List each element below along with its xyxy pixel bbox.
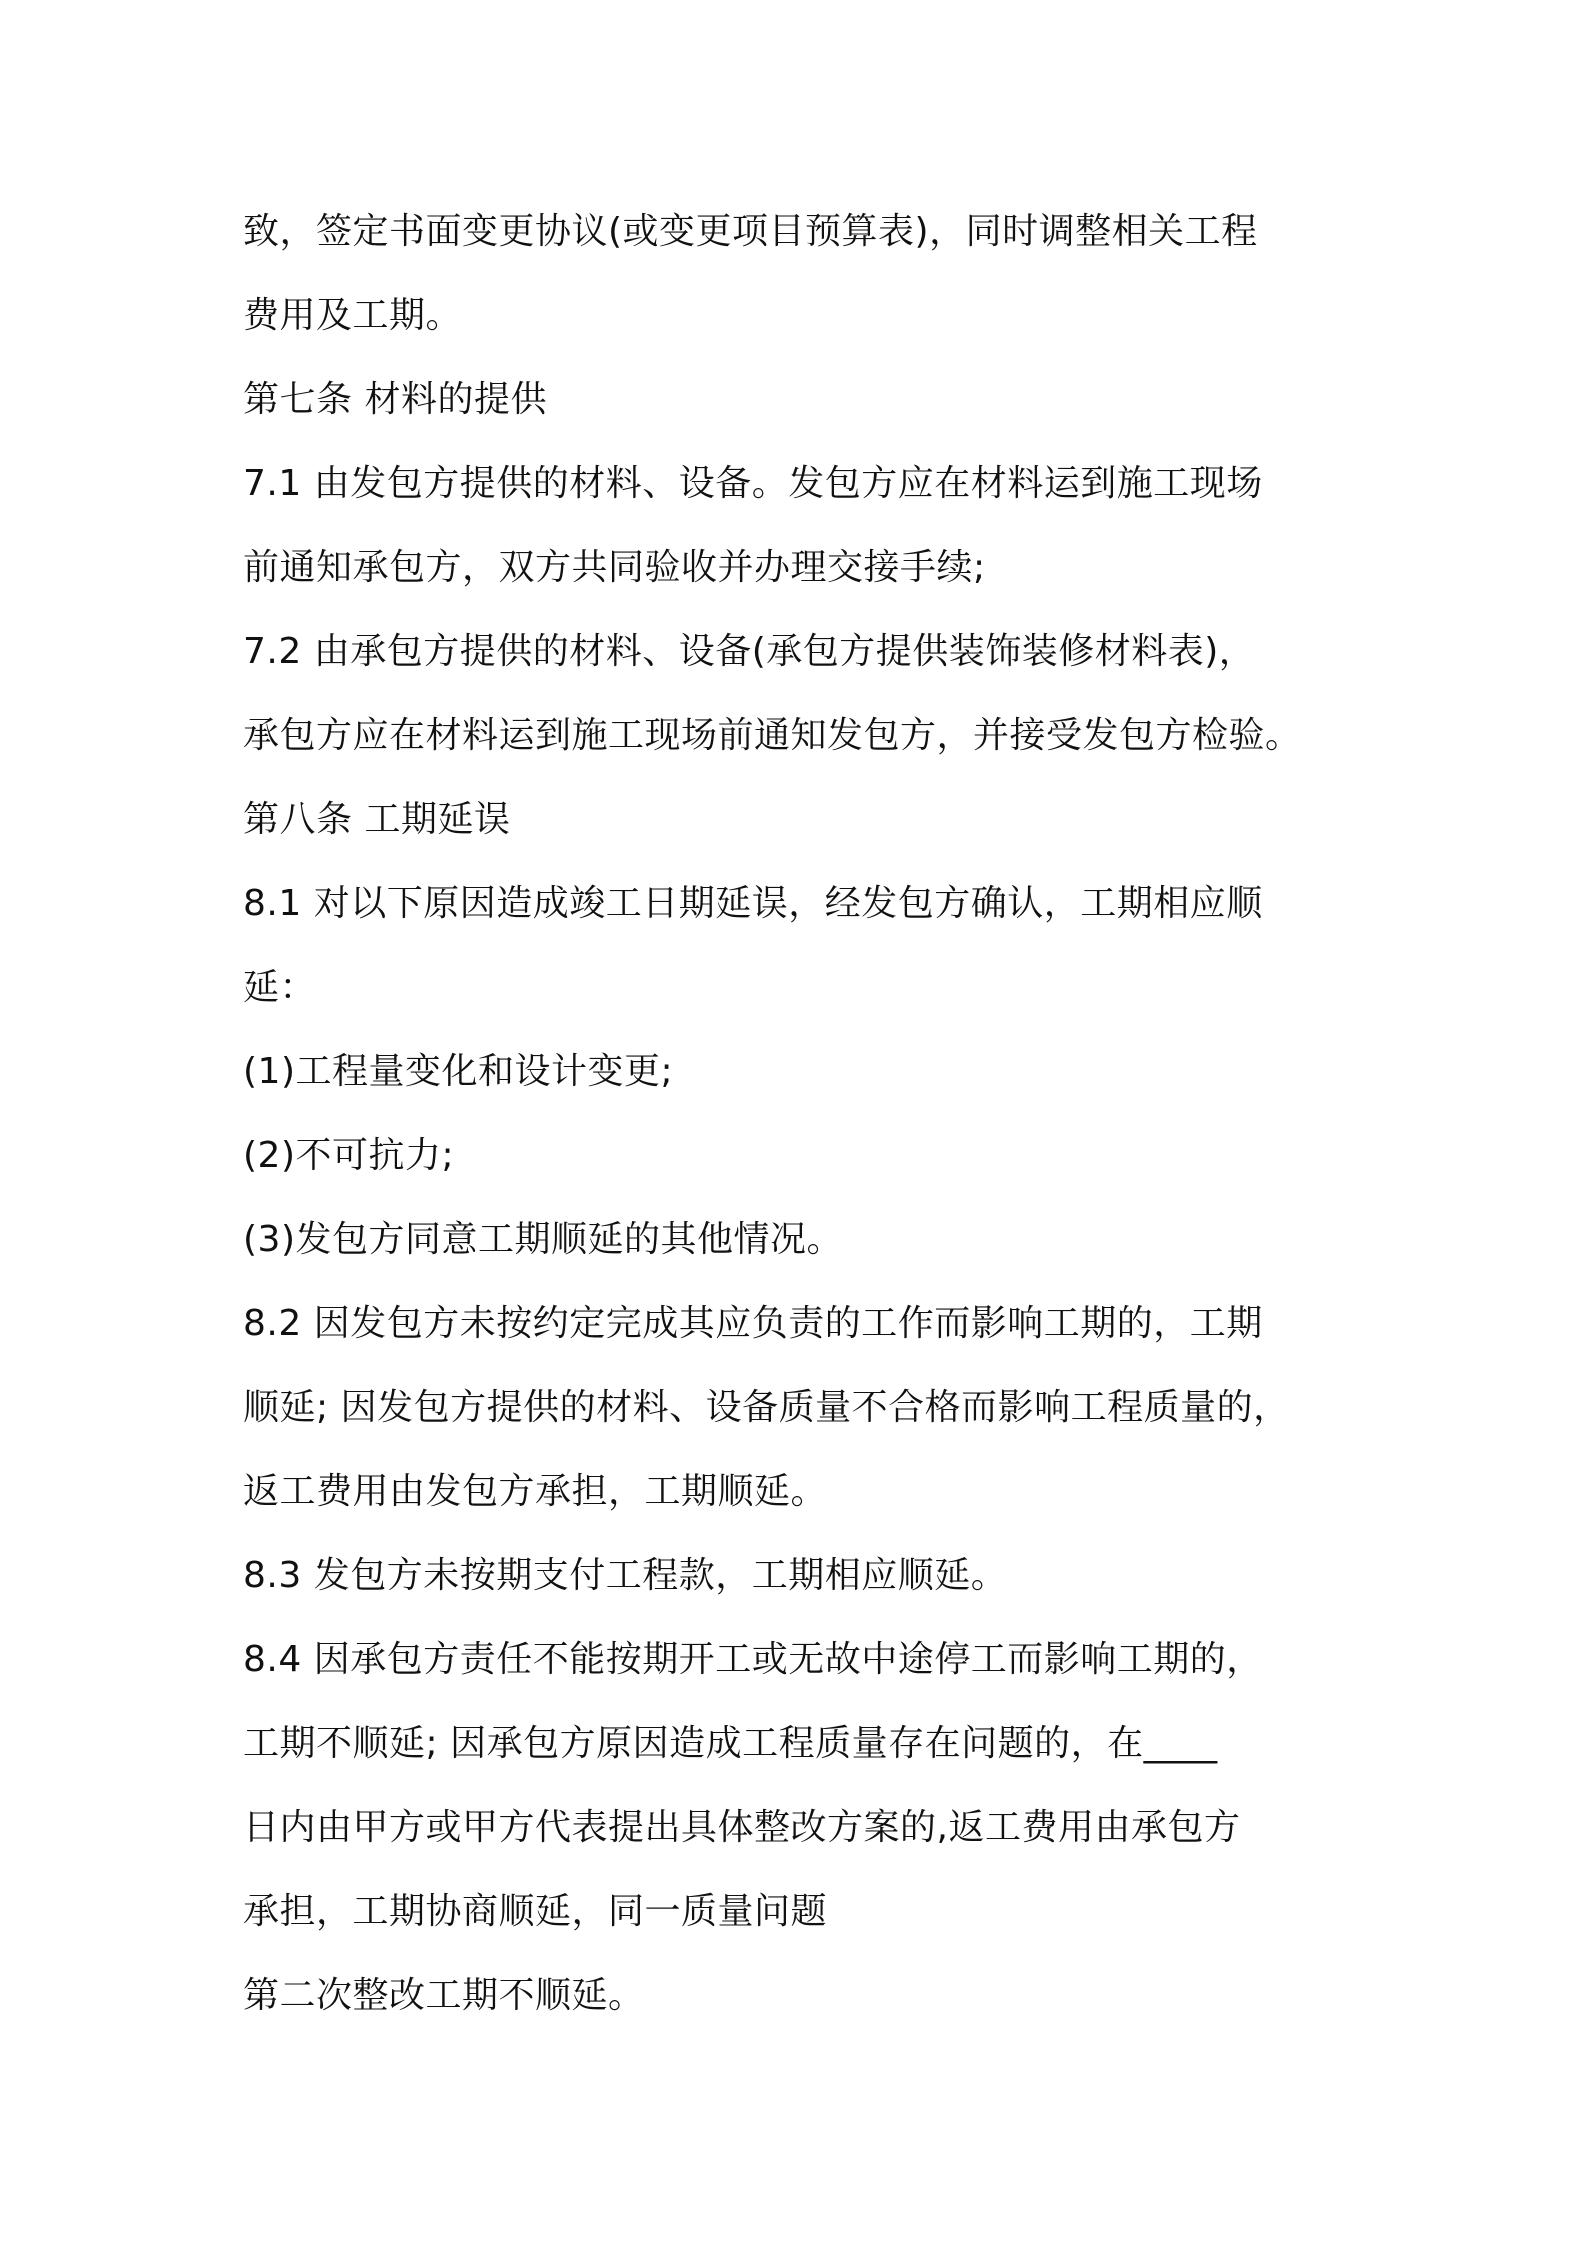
text-line: 致，签定书面变更协议(或变更项目预算表)，同时调整相关工程 — [243, 211, 1258, 252]
text-line: 返工费用由发包方承担，工期顺延。 — [243, 1471, 828, 1512]
list-item-1: (1)工程量变化和设计变更; — [243, 1051, 674, 1092]
text-line: 第二次整改工期不顺延。 — [243, 1975, 645, 2016]
article-8-heading: 第八条 工期延误 — [243, 799, 511, 840]
list-item-3: (3)发包方同意工期顺延的其他情况。 — [243, 1219, 843, 1260]
clause-7-2: 7.2 由承包方提供的材料、设备(承包方提供装饰装修材料表)， — [243, 631, 1256, 672]
text-line: 延： — [243, 967, 317, 1008]
clause-8-3: 8.3 发包方未按期支付工程款，工期相应顺延。 — [243, 1555, 1008, 1596]
contract-text — [243, 190, 1383, 2038]
text-line: 顺延; 因发包方提供的材料、设备质量不合格而影响工程质量的， — [243, 1387, 1290, 1428]
clause-8-1: 8.1 对以下原因造成竣工日期延误，经发包方确认，工期相应顺 — [243, 883, 1263, 924]
clause-7-1: 7.1 由发包方提供的材料、设备。发包方应在材料运到施工现场 — [243, 463, 1263, 504]
article-7-heading: 第七条 材料的提供 — [243, 379, 547, 420]
text-line: 费用及工期。 — [243, 295, 463, 336]
text-line: 前通知承包方，双方共同验收并办理交接手续; — [243, 547, 986, 588]
text-line: 日内由甲方或甲方代表提出具体整改方案的,返工费用由承包方 — [243, 1807, 1241, 1848]
clause-8-4: 8.4 因承包方责任不能按期开工或无故中途停工而影响工期的， — [243, 1639, 1263, 1680]
text-line: 承包方应在材料运到施工现场前通知发包方，并接受发包方检验。 — [243, 715, 1302, 756]
text-line: 工期不顺延; 因承包方原因造成工程质量存在问题的，在____ — [243, 1723, 1218, 1764]
list-item-2: (2)不可抗力; — [243, 1135, 455, 1176]
text-line: 承担，工期协商顺延，同一质量问题 — [243, 1891, 828, 1932]
clause-8-2: 8.2 因发包方未按约定完成其应负责的工作而影响工期的，工期 — [243, 1303, 1263, 1344]
